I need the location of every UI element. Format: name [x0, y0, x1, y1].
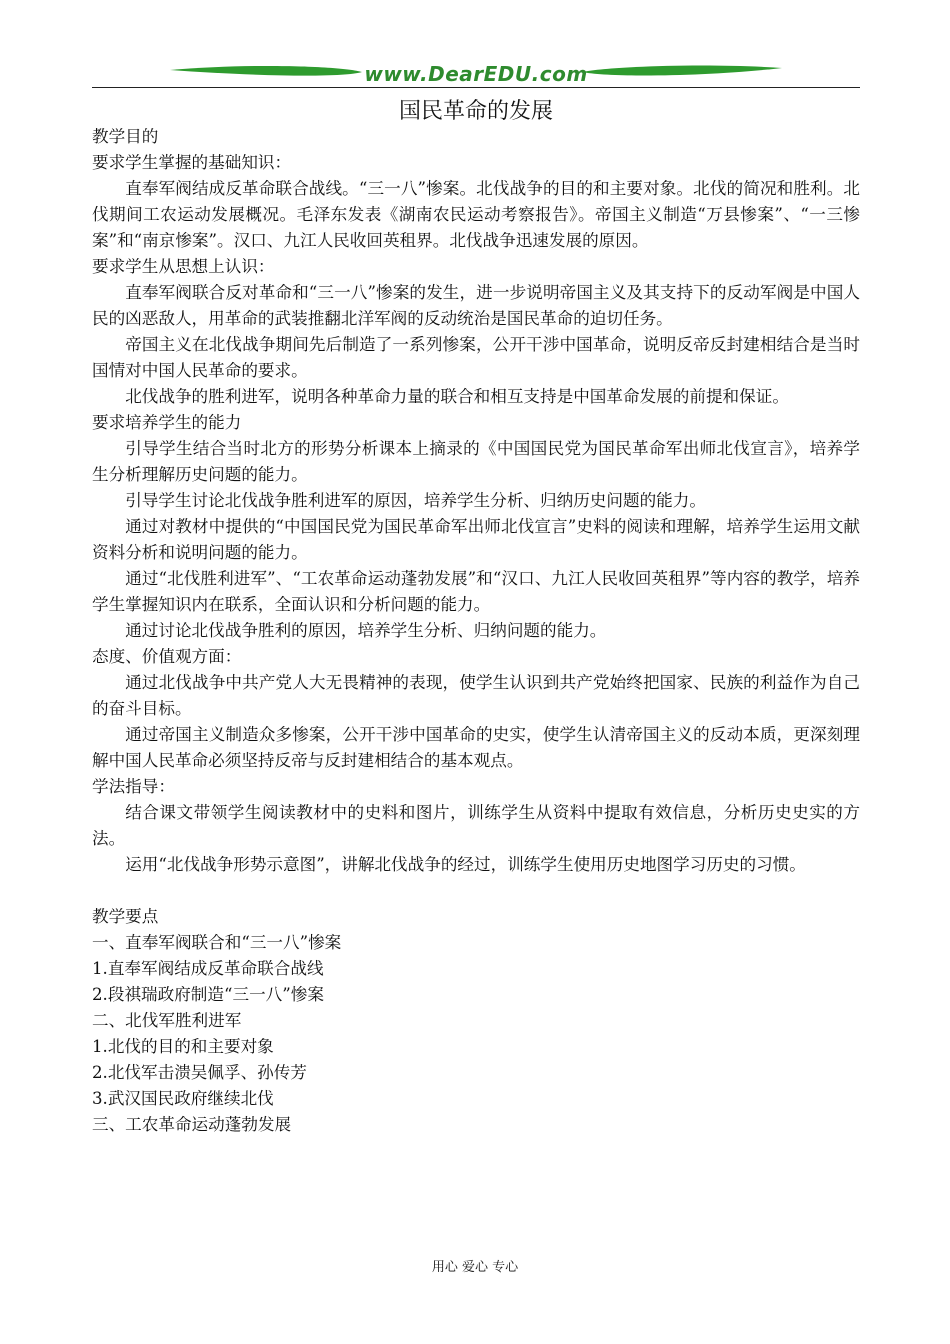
- page-footer: 用心 爱心 专心: [431, 1260, 519, 1275]
- heading-thought: 要求学生从思想上认识：: [92, 257, 275, 276]
- paragraph-ability-5: 通过讨论北伐战争胜利的原因，培养学生分析、归纳问题的能力。: [125, 621, 607, 640]
- paragraph-ability-2: 引导学生讨论北伐战争胜利进军的原因，培养学生分析、归纳历史问题的能力。: [125, 491, 706, 510]
- heading-knowledge: 要求学生掌握的基础知识：: [92, 153, 292, 172]
- outline-item: 2.北伐军击溃吴佩孚、孙传芳: [92, 1063, 307, 1082]
- outline-item: 一、直奉军阀联合和“三一八”惨案: [92, 933, 342, 952]
- heading-attitude: 态度、价值观方面：: [92, 647, 242, 666]
- paragraph-thought-1: 直奉军阀联合反对革命和“三一八”惨案的发生，进一步说明帝国主义及其支持下的反动军阀是中国人民的凶恶敌人，用革命的武装推翻北洋军阀的反动统治是国民革命的迫切任务。: [92, 283, 860, 328]
- paragraph-knowledge: 直奉军阀结成反革命联合战线。“三一八”惨案。北伐战争的目的和主要对象。北伐的简况和胜利。北伐期间工农运动发展概况。毛泽东发表《湖南农民运动考察报告》。帝国主义制造“万县惨案”、“一三惨案”和“南京惨案”。汉口、九江人民收回英租界。北伐战争迅速发展的原因。: [92, 179, 860, 250]
- spacer: [92, 878, 860, 904]
- heading-keypoints: 教学要点: [92, 907, 159, 926]
- outline-item: 三、工农革命运动蓬勃发展: [92, 1115, 292, 1134]
- page-title: 国民革命的发展: [398, 99, 553, 124]
- outline-item: 1.直奉军阀结成反革命联合战线: [92, 959, 324, 978]
- outline-item: 二、北伐军胜利进军: [92, 1011, 242, 1030]
- logo-text[interactable]: www.DearEDU.com: [364, 62, 588, 86]
- outline-item: 1.北伐的目的和主要对象: [92, 1037, 274, 1056]
- document-body: [92, 124, 860, 1138]
- paragraph-thought-2: 帝国主义在北伐战争期间先后制造了一系列惨案，公开干涉中国革命，说明反帝反封建相结合是当时国情对中国人民革命的要求。: [92, 335, 860, 380]
- paragraph-ability-1: 引导学生结合当时北方的形势分析课本上摘录的《中国国民党为国民革命军出师北伐宣言》，培养学生分析理解历史问题的能力。: [92, 439, 860, 484]
- paragraph-attitude-2: 通过帝国主义制造众多惨案，公开干涉中国革命的史实，使学生认清帝国主义的反动本质，更深刻理解中国人民革命必须坚持反帝与反封建相结合的基本观点。: [92, 725, 860, 770]
- heading-ability: 要求培养学生的能力: [92, 413, 242, 432]
- heading-method: 学法指导：: [92, 777, 175, 796]
- paragraph-attitude-1: 通过北伐战争中共产党人大无畏精神的表现，使学生认识到共产党始终把国家、民族的利益作为自己的奋斗目标。: [92, 673, 860, 718]
- paragraph-ability-4: 通过“北伐胜利进军”、“工农革命运动蓬勃发展”和“汉口、九江人民收回英租界”等内容的教学，培养学生掌握知识内在联系，全面认识和分析问题的能力。: [92, 569, 860, 614]
- outline-item: 3.武汉国民政府继续北伐: [92, 1089, 274, 1108]
- paragraph-ability-3: 通过对教材中提供的“中国国民党为国民革命军出师北伐宣言”史料的阅读和理解，培养学生运用文献资料分析和说明问题的能力。: [92, 517, 860, 562]
- paragraph-method-1: 结合课文带领学生阅读教材中的史料和图片，训练学生从资料中提取有效信息，分析历史史实的方法。: [92, 803, 860, 848]
- outline-item: 2.段祺瑞政府制造“三一八”惨案: [92, 985, 324, 1004]
- header-rule: [92, 87, 860, 88]
- heading-objectives: 教学目的: [92, 127, 159, 146]
- paragraph-thought-3: 北伐战争的胜利进军，说明各种革命力量的联合和相互支持是中国革命发展的前提和保证。: [125, 387, 789, 406]
- paragraph-method-2: 运用“北伐战争形势示意图”，讲解北伐战争的经过，训练学生使用历史地图学习历史的习惯。: [125, 855, 806, 874]
